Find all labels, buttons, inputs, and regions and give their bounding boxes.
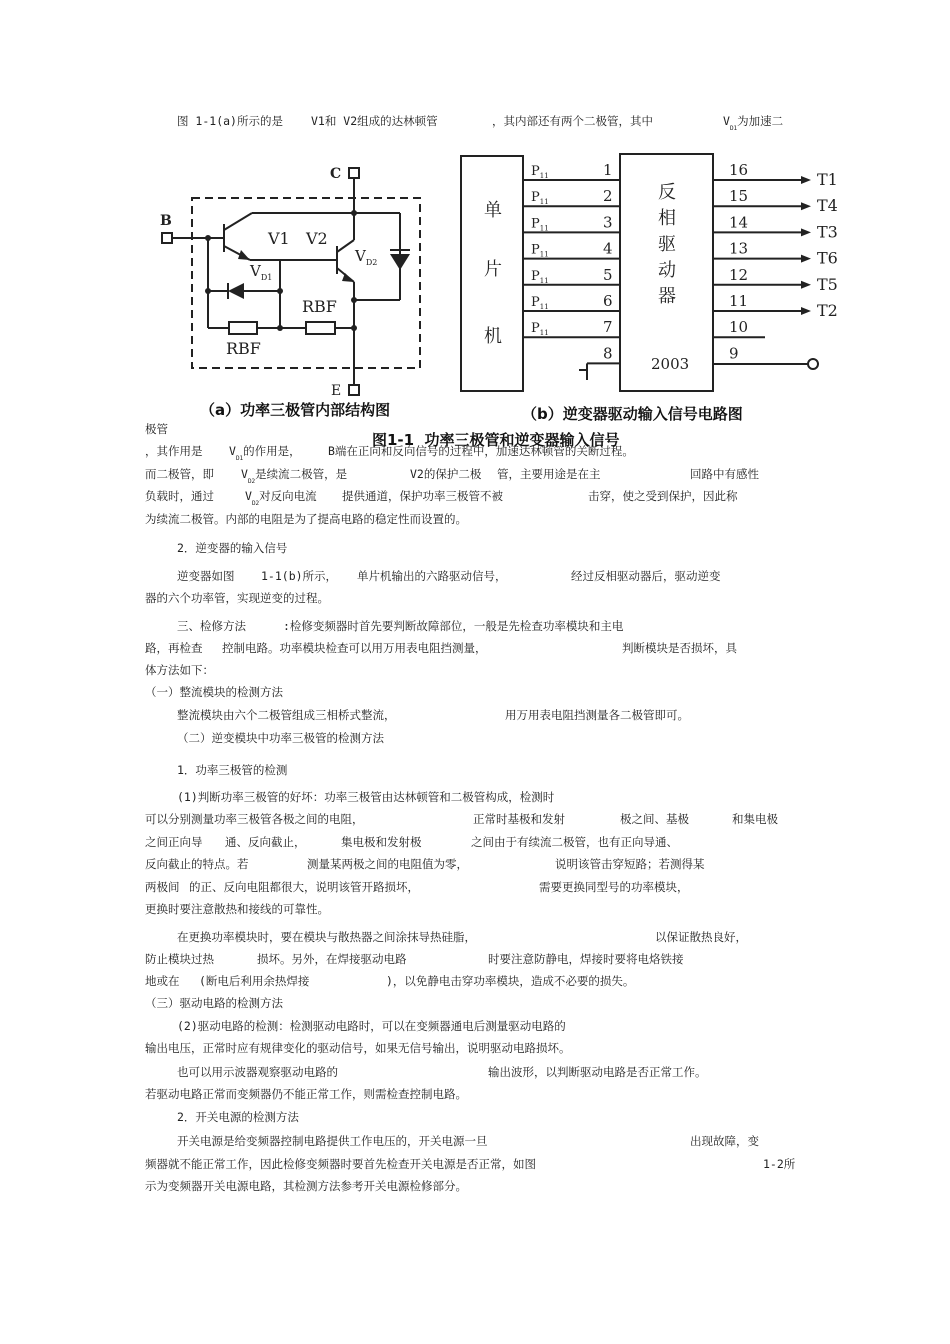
pin-number-right: 16 xyxy=(729,161,749,179)
text-line: 图 1-1(a)所示的是 xyxy=(177,114,283,128)
text-line: ，其内部还有两个二极管，其中 xyxy=(492,114,653,128)
pin-number-right: 12 xyxy=(729,265,749,284)
figure-caption: 图1-1 功率三极管和逆变器输入信号 xyxy=(372,431,620,449)
text-line: 出现故障，变 xyxy=(690,1134,759,1148)
label-v1: V1 xyxy=(268,229,290,248)
port-label: $P_{11}$ xyxy=(531,164,549,180)
driver-label-char: 器 xyxy=(658,286,676,307)
figure-a-transistor-structure xyxy=(150,150,440,400)
pin-number-right: 9 xyxy=(729,344,739,363)
chip-number: 2003 xyxy=(651,355,690,373)
label-rbf-bottom: RBF xyxy=(226,339,261,358)
text-line: 开关电源是给变频器控制电路提供工作电压的，开关电源一旦 xyxy=(177,1134,488,1148)
pin-number-left: 2 xyxy=(603,187,613,206)
text-line: 之间由于有续流二极管，也有正向导通、 xyxy=(471,835,678,849)
text-line: 而二极管，即 xyxy=(145,467,214,481)
text-line: 频器就不能正常工作，因此检修变频器时要首先检查开关电源是否正常，如图 xyxy=(145,1157,536,1171)
text-line: 判断模块是否损坏，具 xyxy=(622,641,737,655)
text-line: 也可以用示波器观察驱动电路的 xyxy=(177,1065,338,1079)
output-label: T5 xyxy=(817,274,838,294)
text-line: （三）驱动电路的检测方法 xyxy=(145,996,283,1010)
terminal-e: E xyxy=(331,383,342,399)
text-line: 提供通道，保护功率三极管不被 xyxy=(342,489,503,503)
text-line: 击穿，使之受到保护，因此称 xyxy=(588,489,738,503)
text-line: 回路中有感性 xyxy=(690,467,759,481)
output-label: T3 xyxy=(817,222,838,242)
text-line: （二）逆变模块中功率三极管的检测方法 xyxy=(177,731,384,745)
label-vd2: $V_{D2}$ xyxy=(355,247,378,267)
text-line: 通、反向截止， xyxy=(225,835,306,849)
mcu-label-char: 机 xyxy=(484,326,502,347)
output-terminal-circle xyxy=(808,359,818,369)
text-line: :检修变频器时首先要判断故障部位，一般是先检查功率模块和主电 xyxy=(283,619,624,633)
text-line: 示为变频器开关电源电路，其检测方法参考开关电源检修部分。 xyxy=(145,1179,467,1193)
text-line: 两极间 xyxy=(145,880,180,894)
text-line: 2．逆变器的输入信号 xyxy=(177,541,288,555)
text-line: 和集电极 xyxy=(732,812,778,826)
text-line: 用万用表电阻挡测量各二极管即可。 xyxy=(505,708,689,722)
pin-number-left: 8 xyxy=(603,344,613,363)
pin-number-left: 4 xyxy=(603,239,613,258)
text-line: 反向截止的特点。若 xyxy=(145,857,249,871)
text-line: 地或在 xyxy=(145,974,180,988)
terminal-c: C xyxy=(330,166,342,182)
driver-label-char: 反 xyxy=(658,182,676,203)
port-label: $P_{11}$ xyxy=(531,295,549,311)
pin-number-left: 6 xyxy=(603,292,613,310)
figure-b-inverter-drive-circuit xyxy=(455,148,850,398)
terminal-b: B xyxy=(160,213,172,229)
text-line: )，以免静电击穿功率模块，造成不必要的损失。 xyxy=(386,974,635,988)
text-line: 1-2所 xyxy=(763,1157,796,1171)
driver-label-char: 动 xyxy=(658,260,676,281)
text-line: $V_{D1}$为加速二 xyxy=(723,114,784,132)
pin-number-right: 13 xyxy=(729,239,749,258)
text-line: 体方法如下： xyxy=(145,663,214,677)
text-line: 管，主要用途是在主 xyxy=(497,467,601,481)
mcu-label-char: 片 xyxy=(484,259,502,280)
mcu-label-char: 单 xyxy=(484,200,502,221)
text-line: 输出电压，正常时应有规律变化的驱动信号，如果无信号输出，说明驱动电路损坏。 xyxy=(145,1041,571,1055)
caption-b: （b）逆变器驱动输入信号电路图 xyxy=(522,405,743,423)
text-line: 路，再检查 xyxy=(145,641,203,655)
text-line: 经过反相驱动器后，驱动逆变 xyxy=(571,569,721,583)
text-line: 输出波形，以判断驱动电路是否正常工作。 xyxy=(488,1065,707,1079)
text-line: (2)驱动电路的检测：检测驱动电路时，可以在变频器通电后测量驱动电路的 xyxy=(177,1019,566,1033)
text-line: 以保证散热良好， xyxy=(655,930,747,944)
label-v2: V2 xyxy=(306,229,328,248)
text-line: 需要更换同型号的功率模块， xyxy=(539,880,689,894)
text-line: 三、检修方法 xyxy=(177,619,246,633)
pin-number-left: 7 xyxy=(603,318,613,337)
text-line: 在更换功率模块时，要在模块与散热器之间涂抹导热硅脂， xyxy=(177,930,476,944)
text-line: 若驱动电路正常而变频器仍不能正常工作，则需检查控制电路。 xyxy=(145,1087,467,1101)
text-line: V1和 V2组成的达林顿管 xyxy=(311,114,438,128)
pin-number-left: 3 xyxy=(603,213,613,232)
text-line: 极之间、基极 xyxy=(620,812,689,826)
pin-number-right: 11 xyxy=(729,292,749,310)
port-label: $P_{11}$ xyxy=(531,216,549,233)
output-label: T6 xyxy=(817,248,838,268)
text-line: 测量某两极之间的电阻值为零， xyxy=(307,857,468,871)
text-line: 时要注意防静电，焊接时要将电烙铁接 xyxy=(488,952,684,966)
text-line: 的正、反向电阻都很大，说明该管开路损坏， xyxy=(189,880,419,894)
driver-label-char: 驱 xyxy=(658,234,676,255)
text-line: $V_{D2}$对反向电流 xyxy=(245,489,317,507)
text-line: B端在正向和反向信号的过程中，加速达林顿管的关断过程。 xyxy=(328,444,634,458)
text-line: (断电后利用余热焊接 xyxy=(199,974,310,988)
text-line: 整流模块由六个二极管组成三相桥式整流， xyxy=(177,708,396,722)
label-rbf-right: RBF xyxy=(302,297,337,316)
text-line: V2的保护二极 xyxy=(410,467,482,481)
caption-a: （a）功率三极管内部结构图 xyxy=(200,401,391,419)
text-line: 更换时要注意散热和接线的可靠性。 xyxy=(145,902,329,916)
pin-number-left: 5 xyxy=(603,265,613,284)
text-line: 正常时基极和发射 xyxy=(473,812,565,826)
text-line: 防止模块过热 xyxy=(145,952,214,966)
port-label: $P_{11}$ xyxy=(531,242,549,259)
text-line: 单片机输出的六路驱动信号， xyxy=(357,569,507,583)
text-line: 逆变器如图 xyxy=(177,569,235,583)
text-line: 负载时，通过 xyxy=(145,489,214,503)
text-line: 器的六个功率管，实现逆变的过程。 xyxy=(145,591,329,605)
text-line: $V_{D2}$是续流二极管，是 xyxy=(241,467,348,485)
text-line: （一）整流模块的检测方法 xyxy=(145,685,283,699)
text-line: 集电极和发射极 xyxy=(341,835,422,849)
driver-label-char: 相 xyxy=(658,208,676,229)
text-line: 说明该管击穿短路；若测得某 xyxy=(555,857,705,871)
pin-number-right: 14 xyxy=(729,213,749,232)
output-label: T2 xyxy=(817,301,838,320)
label-vd1: $V_{D1}$ xyxy=(250,262,273,282)
port-label: $P_{11}$ xyxy=(531,190,549,207)
text-line: 可以分别测量功率三极管各极之间的电阻， xyxy=(145,812,364,826)
text-line: 损坏。另外，在焊接驱动电路 xyxy=(257,952,407,966)
pin-number-right: 10 xyxy=(729,318,749,337)
pin-number-right: 15 xyxy=(729,187,749,206)
output-label: T4 xyxy=(817,196,838,216)
text-line: (1)判断功率三极管的好坏：功率三极管由达林顿管和二极管构成，检测时 xyxy=(177,790,555,804)
text-line: 1-1(b)所示， xyxy=(261,569,338,583)
text-line: 为续流二极管。内部的电阻是为了提高电路的稳定性而设置的。 xyxy=(145,512,467,526)
output-label: T1 xyxy=(817,170,838,189)
text-line: 1．功率三极管的检测 xyxy=(177,763,288,777)
port-label: $P_{11}$ xyxy=(531,321,549,338)
pin-number-left: 1 xyxy=(603,161,613,179)
text-line: 之间正向导 xyxy=(145,835,203,849)
port-label: $P_{11}$ xyxy=(531,268,549,285)
text-line: ，其作用是 xyxy=(145,444,203,458)
text-line: 2．开关电源的检测方法 xyxy=(177,1110,299,1124)
text-line: $V_{D1}$的作用是， xyxy=(229,444,301,462)
text-line: 极管 xyxy=(145,422,168,436)
text-line: 控制电路。功率模块检查可以用万用表电阻挡测量， xyxy=(222,641,487,655)
